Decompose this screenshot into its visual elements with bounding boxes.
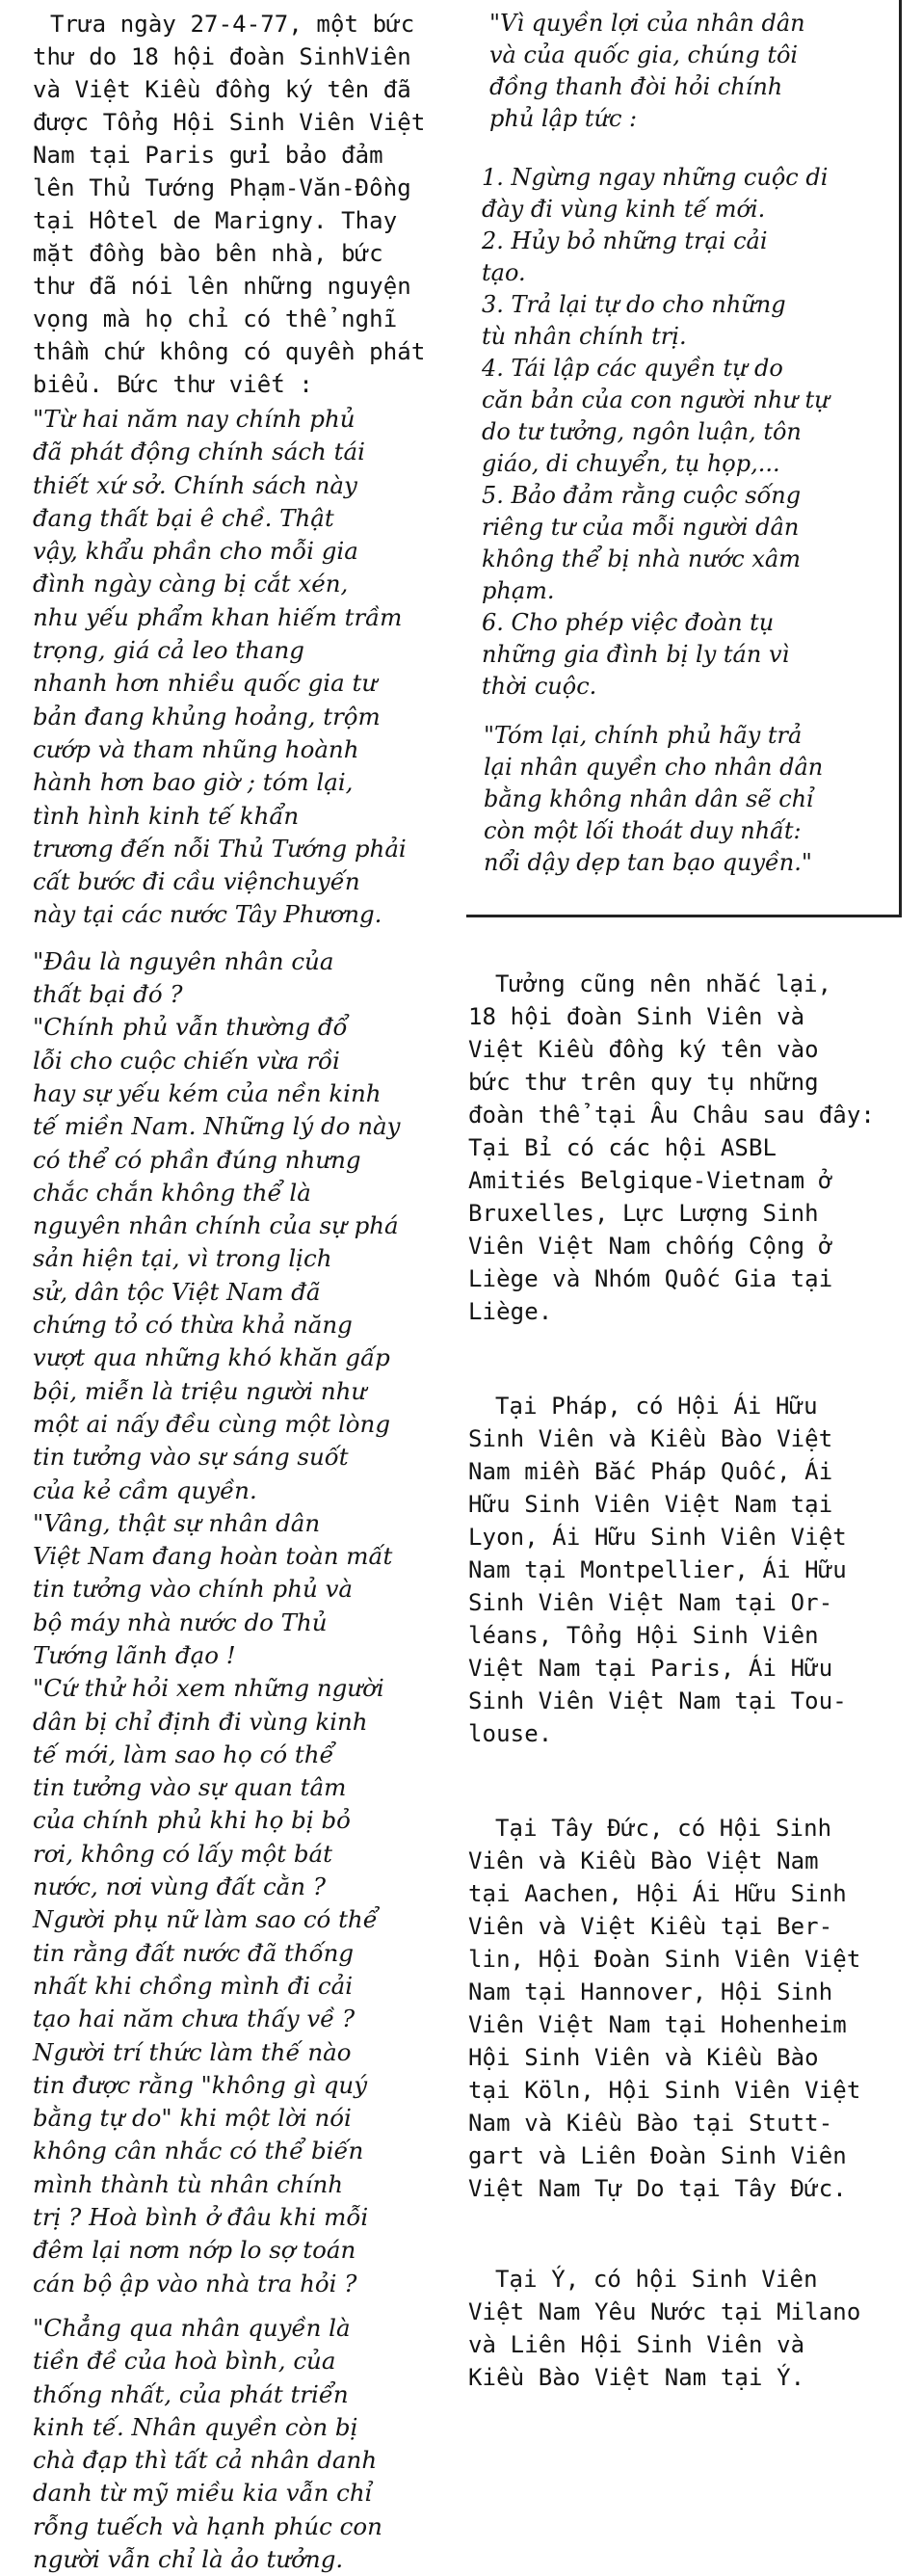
- signatories-italy: Tại Ý, có hội Sinh Viên Việt Nam Yêu Nước tại Milano và Liên Hội Sinh Viên và Kiều Bào Việt Nam tại Ý.: [468, 2266, 861, 2391]
- demand-item-6: 6. Cho phép việc đoàn tụ những gia đình bị ly tán vì thời cuộc.: [482, 609, 790, 700]
- right-column: [468, 8, 902, 2394]
- letter-paragraph-human-rights: "Chẳng qua nhân quyền là tiền đề của hoà bình, của thống nhất, của phát triển kinh tế. Nhân quyền còn bị chà đạp thì tất cả nhân danh danh từ mỹ miều kia vẫn chỉ rỗng tuếch và hạnh phúc con người vẫn chỉ là ảo tưởng.: [33, 2313, 382, 2573]
- demand-item-3: 3. Trả lại tự do cho những tù nhân chính trị.: [482, 291, 786, 350]
- demands-intro: "Vì quyền lợi của nhân dân và của quốc gia, chúng tôi đồng thanh đòi hỏi chính phủ lập tức :: [489, 10, 805, 132]
- letter-paragraph-examples: "Cứ thử hỏi xem những người dân bị chỉ định đi vùng kinh tế mới, làm sao họ có thể tin tưởng vào sự quan tâm của chính phủ khi họ bị bỏ rơi, không có lấy một bát nước, nơi vùng đất cằn ? Người phụ nữ làm sao có thể tin rằng đất nước đã thống nhất khi chồng mình đi cải tạo hai năm chưa thấy về ? Người trí thức làm thế nào tin được rằng "không gì quý bằng tự do" khi một lời nói không cân nhắc có thể biến mình thành tù nhân chính trị ? Hoà bình ở đâu khi mỗi đêm lại nơm nớp lo sợ toán cán bộ ập vào nhà tra hỏi ?: [33, 1674, 384, 2297]
- intro-paragraph: Trưa ngày 27-4-77, một bức thư do 18 hội đoàn SinhViên và Việt Kiều đồng ký tên đã được Tổng Hội Sinh Viên Việt Nam tại Paris gửi bảo đảm lên Thủ Tướng Phạm-Văn-Đồng tại Hôtel de Marigny. Thay mặt đồng bào bên nhà, bức thư đã nói lên những nguyện vọng mà họ chỉ có thể nghĩ thầm chứ không có quyền phát biểu. Bức thư viết :: [33, 11, 426, 398]
- demand-item-5: 5. Bảo đảm rằng cuộc sống riêng tư của mỗi người dân không thể bị nhà nước xâm phạm.: [482, 482, 802, 604]
- signatories-france: Tại Pháp, có Hội Ái Hữu Sinh Viên và Kiều Bào Việt Nam miền Bắc Pháp Quốc, Ái Hữu Sinh Viên Việt Nam tại Lyon, Ái Hữu Sinh Viên Việt Nam tại Montpellier, Ái Hữu Sinh Viên Việt Nam tại Or- léans, Tổng Hội Sinh Viên Việt Nam tại Paris, Ái Hữu Sinh Viên Việt Nam tại Tou- louse.: [468, 1393, 847, 1747]
- letter-paragraph-trust: "Vâng, thật sự nhân dân Việt Nam đang hoàn toàn mất tin tưởng vào chính phủ và bộ máy nhà nước do Thủ Tướng lãnh đạo !: [33, 1508, 393, 1669]
- left-column: [33, 8, 457, 2576]
- demand-item-4: 4. Tái lập các quyền tự do căn bản của con người như tự do tư tưởng, ngôn luận, tôn giáo, di chuyển, tụ họp,...: [482, 355, 830, 477]
- letter-paragraph-question: "Đâu là nguyên nhân của thất bại đó ?: [33, 946, 334, 1009]
- signatories-west-germany: Tại Tây Đức, có Hội Sinh Viên và Kiều Bào Việt Nam tại Aachen, Hội Ái Hữu Sinh Viên và Việt Kiều tại Ber- lin, Hội Đoàn Sinh Viên Việt Nam tại Hannover, Hội Sinh Viên Việt Nam tại Hohenheim Hội Sinh Viên và Kiều Bào tại Köln, Hội Sinh Viên Việt Nam và Kiều Bào tại Stutt- gart và Liên Đoàn Sinh Viên Việt Nam Tự Do tại Tây Đức.: [468, 1815, 861, 2202]
- demand-item-2: 2. Hủy bỏ những trại cải tạo.: [482, 227, 768, 286]
- letter-paragraph-causes: "Chính phủ vẫn thường đổ lỗi cho cuộc chiến vừa rồi hay sự yếu kém của nền kinh tế miền Nam. Những lý do này có thể có phần đúng nhưng chắc chắn không thể là nguyên nhân chính của sự phá sản hiện tại, vì trong lịch sử, dân tộc Việt Nam đã chứng tỏ có thừa khả năng vượt qua những khó khăn gấp bội, miễn là triệu người như một ai nấy đều cùng một lòng tin tưởng vào sự sáng suốt của kẻ cầm quyền.: [33, 1013, 401, 1504]
- letter-paragraph-economy: "Từ hai năm nay chính phủ đã phát động chính sách tái thiết xứ sở. Chính sách này đang thất bại ê chề. Thật vậy, khẩu phần cho mỗi gia đình ngày càng bị cắt xén, nhu yếu phẩm khan hiếm trầm trọng, giá cả leo thang nhanh hơn nhiều quốc gia tư bản đang khủng hoảng, trộm cướp và tham nhũng hoành hành hơn bao giờ ; tóm lại, tình hình kinh tế khẩn trương đến nỗi Thủ Tướng phải cất bước đi cầu việnchuyến này tại các nước Tây Phương.: [33, 405, 407, 929]
- demand-item-1: 1. Ngừng ngay những cuộc di đày đi vùng kinh tế mới.: [482, 164, 829, 223]
- letter-conclusion: "Tóm lại, chính phủ hãy trả lại nhân quyền cho nhân dân bằng không nhân dân sẽ chỉ còn một lối thoát duy nhất: nổi dậy dẹp tan bạo quyền.": [484, 722, 824, 876]
- signatories-intro-belgium: Tưởng cũng nên nhắc lại, 18 hội đoàn Sinh Viên và Việt Kiều đồng ký tên vào bức thư trên quy tụ những đoàn thể tại Âu Châu sau đây: Tại Bỉ có các hội ASBL Amitiés Belgique-Vietnam ở Bruxelles, Lực Lượng Sinh Viên Việt Nam chống Cộng ở Liège và Nhóm Quốc Gia tại Liège.: [468, 970, 875, 1325]
